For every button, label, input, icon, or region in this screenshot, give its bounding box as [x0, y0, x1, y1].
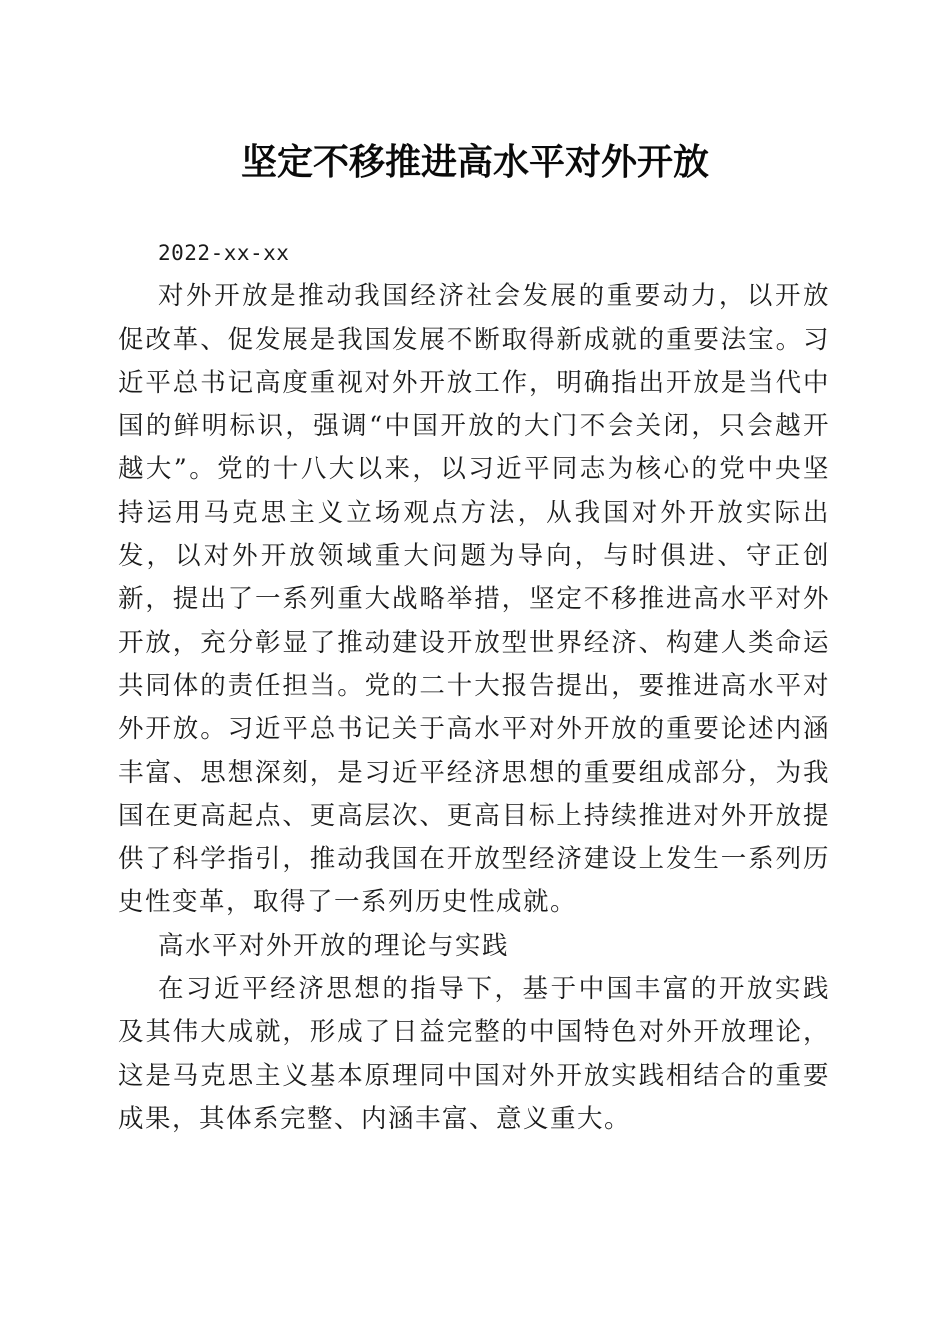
paragraph-theory: 在习近平经济思想的指导下，基于中国丰富的开放实践及其伟大成就，形成了日益完整的中国特色对外开放理论，这是马克思主义基本原理同中国对外开放实践相结合的重要成果，其体系完整、内涵丰富、意义重大。 — [118, 974, 830, 1134]
document-date: 2022-xx-xx — [158, 241, 290, 265]
paragraph-intro: 对外开放是推动我国经济社会发展的重要动力，以开放促改革、促发展是我国发展不断取得新成就的重要法宝。习近平总书记高度重视对外开放工作，明确指出开放是当代中国的鲜明标识，强调“中国开放的大门不会关闭，只会越开越大”。党的十八大以来，以习近平同志为核心的党中央坚持运用马克思主义立场观点方法，从我国对外开放实际出发，以对外开放领域重大问题为导向，与时俱进、守正创新，提出了一系列重大战略举措，坚定不移推进高水平对外开放，充分彰显了推动建设开放型世界经济、构建人类命运共同体的责任担当。党的二十大报告提出，要推进高水平对外开放。习近平总书记关于高水平对外开放的重要论述内涵丰富、思想深刻，是习近平经济思想的重要组成部分，为我国在更高起点、更高层次、更高目标上持续推进对外开放提供了科学指引，推动我国在开放型经济建设上发生一系列历史性变革，取得了一系列历史性成就。 — [118, 281, 830, 918]
document-body — [118, 232, 830, 1141]
document-title: 坚定不移推进高水平对外开放 — [240, 141, 709, 183]
section-heading: 高水平对外开放的理论与实践 — [158, 930, 510, 961]
